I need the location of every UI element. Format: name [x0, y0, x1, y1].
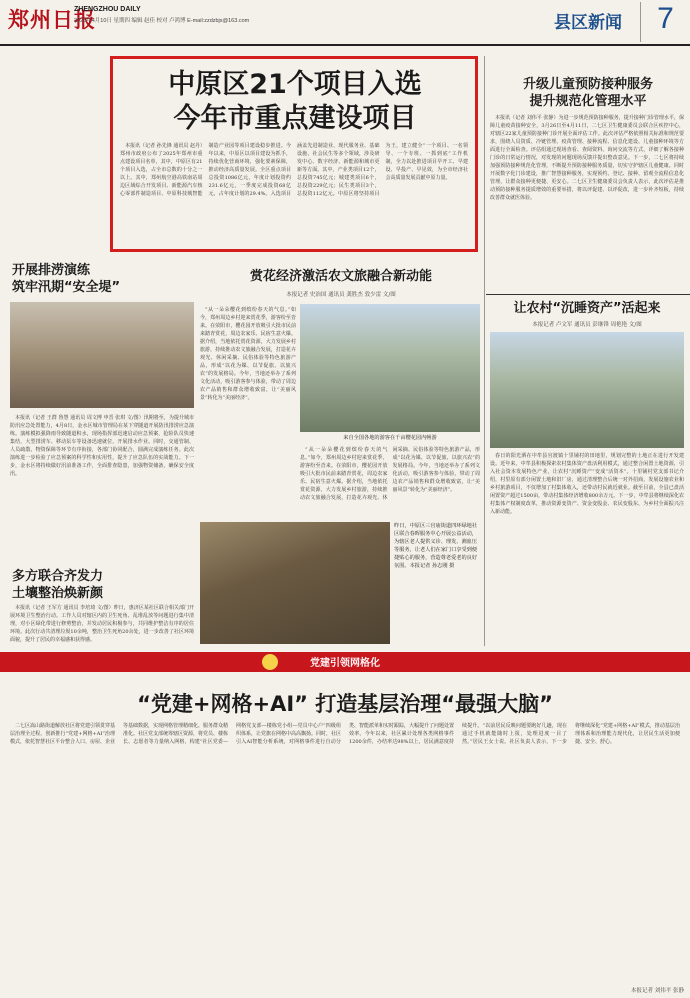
right-story-headline	[492, 76, 684, 110]
multi-headline-line1: 多方联合齐发力	[12, 569, 104, 584]
service-caption: 昨日，中原区三官庙街道四环绿地社区联合春晖服务中心开展公益活动，为辖区老人提供义诊、理发、测血压等服务，让老人们在家门口享受到便捷贴心的服务，营造尊老爱老的良好氛围。本报记者 孙志刚 摄	[394, 522, 480, 644]
newspaper-logo: 郑州日报	[8, 7, 96, 32]
flood-headline-line2: 筑牢汛期“安全堤”	[12, 280, 121, 295]
flood-text: 本报讯（记者 王群 鲁慧 通讯员 周文博 申晋 张琪 文/图）汛期将至，为提升城市防汛应急处置能力，4月8日，金水区城市管理局在某下穿隧道开展防汛排涝应急演练。演练模拟强降雨导致隧道积水，现场指挥部迅速启动应急预案，抢险队员快速集结，大型排涝车、移动泵车等设备迅速就位，开展排水作业。同时，交通管制、人员疏散、物资保障等环节有序衔接，各部门协同配合，圆满完成演练任务。此次演练进一步检验了应急预案的科学性和实用性，提升了应急队伍的实战能力。下一步，金水区将持续做好汛前准备工作，全面排查隐患，加强物资储备，确保安全度汛。	[10, 415, 194, 477]
party-banner-title: 党建引领网格化	[310, 658, 380, 669]
party-byline: 本报记者 刘伟平 张静	[631, 988, 684, 994]
right-story-headline-line2: 提升规范化管理水平	[529, 94, 647, 109]
lead-body-text: 本报讯（记者 孙先锋 通讯员 赵丹）郑州市政府公布了2025年郑州市重点建设项目名单，其中，中原区有21个项目入选，占全市总数的十分之一以上。其中，郑州航空港高铁南站周边区域综合开发项目、新能源汽车核心零部件制造项目、中原科技城智能制造产业园等项目建设稳步推进。今年以来，中原区以项目建设为抓手，持续优化营商环境，强化要素保障，推动经济高质量发展。全区重点项目总投资1086亿元，年度计划投资约231.6亿元，一季度完成投资68亿元，占年度计划的29.4%。入选项目涵盖先进制造业、现代服务业、基础设施、社会民生等多个领域，涉及研发中心、数字经济、新能源和城市更新等方面。其中，产业类项目12个，总投资745亿元；城建类项目6个，总投资229亿元；民生类项目3个，总投资112亿元。中原区将坚持项目为王，建立健全“一个项目、一名领导、一个专班、一抓到底”工作机制，全力以赴推进项目早开工、早建设、早投产、早见效，为全市经济社会高质量发展贡献中原力量。	[120, 143, 468, 197]
rural-byline: 本报记者 卢文军 通讯员 彭继锋 周艳艳 文/图	[532, 322, 642, 328]
right-story-headline-line1: 升级儿童预防接种服务	[522, 77, 653, 92]
divider	[486, 294, 690, 295]
multi-headline	[12, 568, 192, 602]
multi-headline-line2: 土壤整治焕新颜	[12, 586, 104, 601]
culture-text-cont: “从一朵朵樱花到缤纷春天的气息。”如今，郑州周边乡村迎来赏花季，游客纷至沓来。在荥阳市，樱花园开放吸引大批市民前来踏青赏花，周边农家乐、民宿生意火爆。据介绍，当地依托赏花资源，大力发展乡村旅游，持续推动农文旅融合发展，打造花卉观光、休闲采摘、民俗体验等特色旅游产品，形成“以花为媒、以节促旅、以旅兴农”的发展格局。今年，当地还举办了系列文化活动，吸引游客参与体验，带动了周边农产品销售和群众增收致富，让“美丽风景”转化为“美丽经济”。	[300, 447, 480, 501]
party-headline: “党建+网格+AI” 打造基层治理“最强大脑”	[137, 692, 553, 716]
lead-body	[120, 142, 468, 246]
rural-photo	[490, 332, 684, 448]
column-divider	[484, 56, 485, 646]
page-number: 7	[640, 2, 690, 42]
multi-body	[10, 604, 194, 646]
party-body	[10, 722, 680, 984]
issue-info: 2025年4月10日 星期四 编辑 赵佳 校对 卢鸿博 E-mail:zzdzbjs@163.com	[74, 18, 250, 24]
flood-headline-line1: 开展排涝演练	[12, 263, 91, 278]
multi-text: 本报讯（记者 王军方 通讯员 李培琦 文/图）昨日，惠济区某社区联合相关部门开展环境卫生整治行动。工作人员对辖区内的卫生死角、乱堆乱放等问题进行集中清理，对小区绿化带进行修剪整治，并发动居民积极参与，共同维护整洁有序的居住环境。此次行动共清理垃圾10余吨，整治卫生死角20余处，进一步改善了社区环境面貌，提升了居民的幸福感和获得感。	[10, 605, 194, 643]
culture-byline: 本报记者 史治国 通讯员 龚胜杰 敦少雷 文/图	[286, 292, 396, 298]
section-title: 县区新闻	[554, 13, 622, 33]
flood-photo	[10, 302, 194, 408]
party-text: 二七区嵩山路街道解放社区将党建引领贯穿基层治理全过程，创新推行“党建+网格+AI”治理模式，依托智慧社区平台整合人口、房屋、企业等基础数据，实现网格管理精细化、服务群众精准化。社区党支部统筹辖区资源，将党员、楼栋长、志愿者等力量纳入网格，构建“社区党委—网格党支部—楼栋党小组—党员中心户”四级组织体系，让党旗在网格中高高飘扬。同时，社区引入AI智能分析系统，对网格事件进行自动分类、智能派单和实时跟踪，大幅提升了问题处置效率。今年以来，社区累计处理各类网格事件1200余件，办结率达98%以上，居民满意度持续提升。“以前居民反映问题要跑好几趟，现在通过手机就能随时上报，处理进度一目了然。”居民王女士说。社区负责人表示，下一步将继续深化“党建+网格+AI”模式，推动基层治理体系和治理能力现代化，让居民生活更加便捷、安全、舒心。	[10, 723, 680, 745]
flood-headline	[12, 262, 192, 296]
flower-park-caption: 来自全国各地的游客在千亩樱花园内畅游	[300, 434, 480, 442]
newspaper-english-name: ZHENGZHOU DAILY	[74, 6, 141, 13]
culture-body-cont	[300, 446, 480, 516]
culture-headline: 赏花经济激活农文旅融合新动能	[249, 269, 432, 284]
culture-body	[200, 306, 296, 516]
rural-text: 春日的阳光洒在中牟县官渡镇十里铺村的田地里，规划完整的土地正在进行开发建设。近年来，中牟县积极探索农村集体资产盘活利用模式，通过整合闲置土地资源，引入社会资本发展特色产业，让农村“沉睡资产”变成“活资本”。十里铺村党支部书记介绍，村里原有部分闲置土地和旧厂房，通过清理整合后统一对外招商，发展设施农业和乡村旅游项目，不仅增加了村集体收入，还带动村民就近就业。截至目前，全县已盘活闲置资产超过1500亩，带动村集体经济增收800余万元。下一步，中牟县将继续深化农村集体产权制度改革，推动资源变资产、资金变股金、农民变股东，为乡村全面振兴注入新动能。	[490, 453, 684, 515]
right-story-text: 本报讯（记者 刘伟平 张静）为进一步规范预防接种服务，提升接种门诊管理水平，保障儿童疫苗接种安全，3月26日至4月11日，二七区卫生健康委员会联合区疾控中心，对辖区22家儿童预防接种门诊开展全面评估工作。此次评估严格依照相关标准和规范要求，围绕人员资质、冷链管理、疫苗管理、接种流程、信息化建设、儿童接种环境等方面进行全面检查。评估组通过现场查看、查阅资料、询问交流等方式，详细了解各接种门诊的日常运行情况，对发现的问题现场反馈并提出整改意见。下一步，二七区将持续加强预防接种规范化管理，不断提升预防接种服务质量，切实守护辖区儿童健康。同时开展数字化门诊建设，推广智慧接种服务，实现预约、登记、接种、留观全流程信息化管理，让群众接种更便捷、更安心。二七区卫生健康委员会负责人表示，此次评估是推动预防接种服务提质增效的重要举措，将以评促建、以评促改，进一步补齐短板，持续改善群众就医体验。	[490, 115, 684, 201]
rural-headline: 让农村“沉睡资产”活起来	[513, 301, 661, 316]
service-photo	[200, 522, 390, 644]
right-story-body	[490, 114, 684, 288]
rural-body	[490, 452, 684, 646]
flood-body	[10, 414, 194, 594]
culture-text: “从一朵朵樱花到缤纷春天的气息。”如今，郑州周边乡村迎来赏花季，游客纷至沓来。在荥阳市，樱花园开放吸引大批市民前来踏青赏花，周边农家乐、民宿生意火爆。据介绍，当地依托赏花资源，大力发展乡村旅游，持续推动农文旅融合发展，打造花卉观光、休闲采摘、民俗体验等特色旅游产品，形成“以花为媒、以节促旅、以旅兴农”的发展格局。今年，当地还举办了系列文化活动，吸引游客参与体验，带动了周边农产品销售和群众增收致富，让“美丽风景”转化为“美丽经济”。	[200, 307, 296, 401]
lead-headline	[130, 68, 460, 136]
flower-park-photo	[300, 304, 480, 432]
lead-headline-line1: 中原区21个项目入选	[168, 69, 422, 100]
lead-headline-line2: 今年市重点建设项目	[173, 103, 417, 134]
